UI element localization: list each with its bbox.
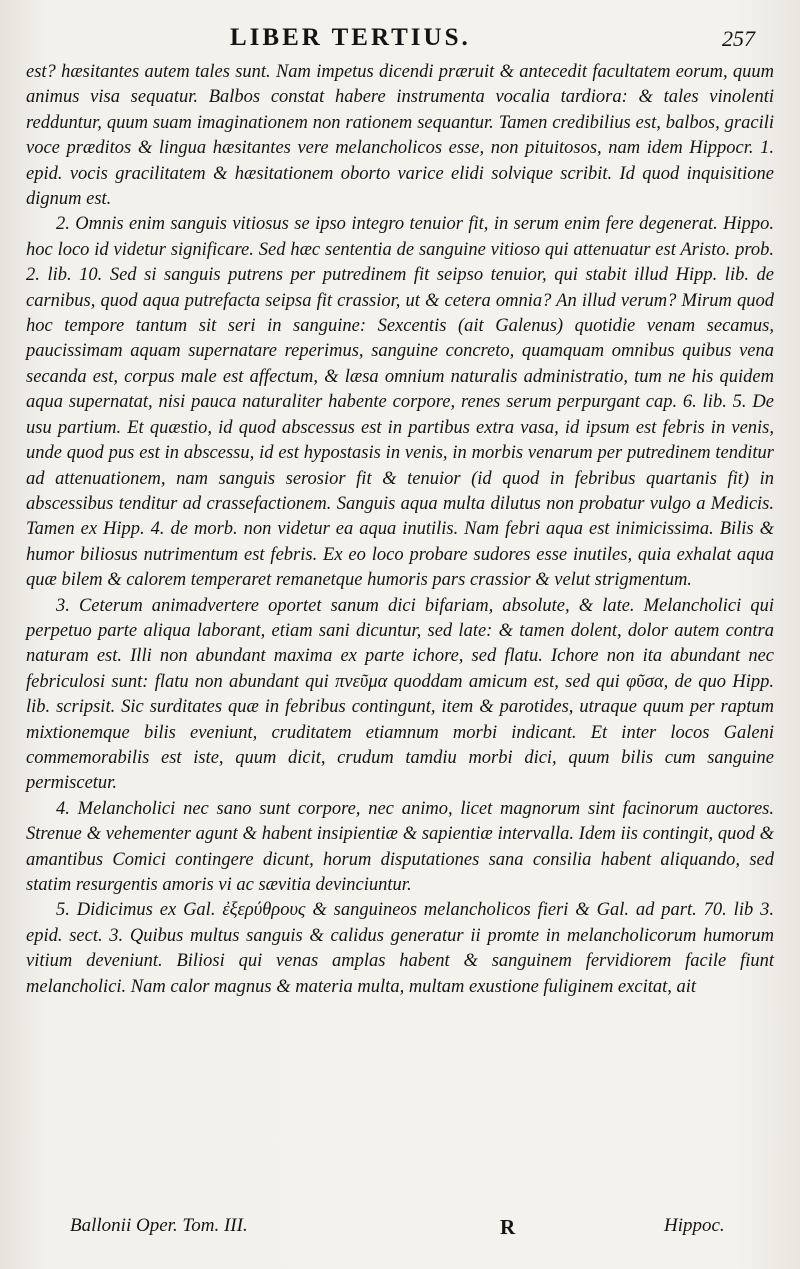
volume-signature: Ballonii Oper. Tom. III.: [70, 1215, 248, 1236]
page-footer: [0, 1215, 800, 1245]
paragraph-5: 5. Didicimus ex Gal. ἐξερύθρους & sanguineos melancholicos fieri & Gal. ad part. 70. lib 3. epid. sect. 3. Quibus multus sanguis & calidus generatur ii promte in melancholicorum humorum vitium deveniunt. Biliosi qui venas amplas habent & sanguinem fervidiorem facile fiunt melancholici. Nam calor magnus & materia multa, multam exustione fuliginem excitat, ait: [26, 900, 774, 997]
gathering-signature: R: [500, 1215, 516, 1239]
paragraph-3: 3. Ceterum animadvertere oportet sanum dici bifariam, absolute, & late. Melancholici qui perpetuo parte aliqua laborant, etiam sani dicuntur, sed late: & tamen dolent, dolor autem contra naturam est. Illi non abundant maxima ex parte ichore, sed flatu. Ichore non ita abundant nec febriculosi sunt: flatu non abundant qui πνεῦμα quoddam amicum est, sed qui φῦσα, de quo Hipp. lib. scripsit. Sic surditates quæ in febribus contingunt, item & parotides, utraque quum per raptum mixtionemque bilis eveniunt, cruditatem etiamnum morbi indicant. Et inter locos Galeni commemorabilis est iste, quum dicit, crudum tamdiu morbi dici, quum bilis cum sanguine permiscetur.: [26, 595, 774, 794]
paragraph-4: 4. Melancholici nec sano sunt corpore, nec animo, licet magnorum sint facinorum auctores. Strenue & vehementer agunt & habent insipientiæ & sapientiæ intervalla. Idem iis contingit, quod & amantibus Comici contingere dicunt, horum disputationes sana consilia habent aliquando, sed statim resurgentis amoris vi ac sævitia devinciuntur.: [26, 798, 774, 895]
body-text: [26, 60, 774, 1000]
paragraph-continuation: est? hæsitantes autem tales sunt. Nam impetus dicendi præruit & antecedit facultatem eorum, quum animus visa sequatur. Balbos constat habere instrumenta vocalia tardiora: & tales vinolenti redduntur, quum suam imaginationem non rationem sequantur. Tamen credibilius est, balbos, gracili voce præditos & lingua hæsitantes vere melancholicos esse, non pituitosos, nam idem Hippocr. 1. epid. vocis gracilitatem & hæsitationem oborto varice elidi solvique scribit. Id quod inquisitione dignum est.: [26, 62, 774, 210]
paragraph-2: 2. Omnis enim sanguis vitiosus se ipso integro tenuior fit, in serum enim fere degenerat. Hippo. hoc loco id videtur significare. Sed hæc sententia de sanguine vitioso qui attenuatur est Aristo. prob. 2. lib. 10. Sed si sanguis putrens per putredinem fit seipso tenuior, qui stabit illud Hipp. lib. de carnibus, quod aqua putrefacta seipsa fit crassior, ut & cetera omnia? An illud verum? Mirum quod hoc tempore tantum sit seri in sanguine: Sexcentis (ait Galenus) quotidie venam secamus, paucissimam aquam supernatare reperimus, sanguine concreto, quamquam omnibus quibus vena secanda est, corpus male est affectum, & læsa omnium naturalis administratio, tum ne his quidem aqua supernatat, nisi pauca naturaliter habente corpore, renes serum perpurgant cap. 6. lib. 5. De usu partium. Et quæstio, id quod abscessus est in partibus extra vasa, id ipsum est febris in venis, unde quod pus est in abscessu, id est hypostasis in venis, in morbis venarum per putredinem tenditur ad attenuationem, nam sanguis serosior fit & tenuior (id quod in febribus quartanis fit) in abscessibus tenditur ad crassefactionem. Sanguis aqua multa dilutus non probatur vulgo a Medicis. Tamen ex Hipp. 4. de morb. non videtur ea aqua inutilis. Nam febri aqua est inimicissima. Bilis & humor biliosus nutrimentum est febris. Ex eo loco probare sudores esse inutiles, quia exhalat aqua quæ bilem & calorem temperaret remanetque humoris pars crassior & velut strigmentum.: [26, 214, 774, 591]
running-head: LIBER TERTIUS.: [230, 24, 471, 51]
catchword: Hippoc.: [664, 1215, 725, 1236]
page-number: 257: [722, 26, 755, 51]
page-header: [0, 18, 800, 58]
